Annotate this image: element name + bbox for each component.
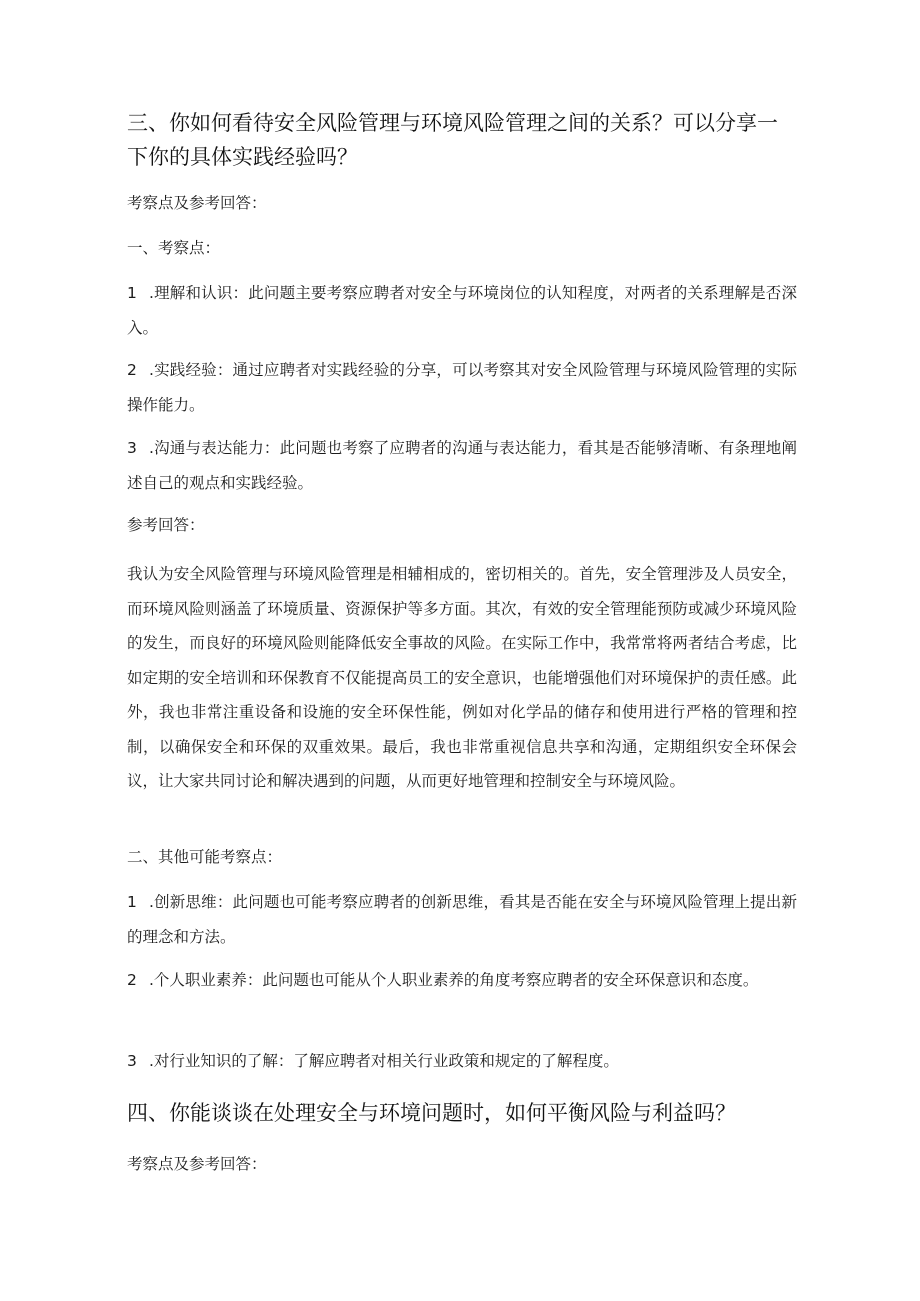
other-point-2	[127, 963, 797, 998]
section3-answer-label: 参考回答：	[127, 516, 205, 534]
other-point-1-number: 1	[127, 893, 137, 911]
section3-answer: 我认为安全风险管理与环境风险管理是相辅相成的，密切相关的。首先，安全管理涉及人员安全，而环境风险则涵盖了环境质量、资源保护等多方面。其次，有效的安全管理能预防或减少环境风险的发生，而良好的环境风险则能降低安全事故的风险。在实际工作中，我常常将两者结合考虑，比如定期的安全培训和环保教育不仅能提高员工的安全意识，也能增强他们对环境保护的责任感。此外，我也非常注重设备和设施的安全环保性能，例如对化学品的储存和使用进行严格的管理和控制，以确保安全和环保的双重效果。最后，我也非常重视信息共享和沟通，定期组织安全环保会议，让大家共同讨论和解决遇到的问题，从而更好地管理和控制安全与环境风险。	[127, 565, 797, 790]
point-2-text: .实践经验：通过应聘者对实践经验的分享，可以考察其对安全风险管理与环境风险管理的实际操作能力。	[127, 361, 797, 414]
point-1	[127, 276, 797, 345]
section3-points-answer-label: 考察点及参考回答：	[127, 194, 267, 212]
section3-points-label: 一、考察点：	[127, 239, 221, 257]
section3-other-label: 二、其他可能考察点：	[127, 848, 283, 866]
point-3	[127, 431, 797, 500]
point-3-number: 3	[127, 439, 137, 457]
other-point-3-text: .对行业知识的了解：了解应聘者对相关行业政策和规定的了解程度。	[149, 1052, 619, 1070]
section4-heading: 四、你能谈谈在处理安全与环境问题时，如何平衡风险与利益吗？	[127, 1101, 736, 1125]
section3-heading: 三、你如何看待安全风险管理与环境风险管理之间的关系？可以分享一下你的具体实践经验吗？	[127, 111, 778, 169]
point-2-number: 2	[127, 361, 137, 379]
section4-points-answer-label: 考察点及参考回答：	[127, 1155, 267, 1173]
other-point-1-text: .创新思维：此问题也可能考察应聘者的创新思维，看其是否能在安全与环境风险管理上提出新的理念和方法。	[127, 893, 797, 946]
point-1-text: .理解和认识：此问题主要考察应聘者对安全与环境岗位的认知程度，对两者的关系理解是否深入。	[127, 284, 797, 337]
point-2	[127, 353, 797, 422]
other-point-2-number: 2	[127, 971, 137, 989]
other-point-2-text: .个人职业素养：此问题也可能从个人职业素养的角度考察应聘者的安全环保意识和态度。	[149, 971, 759, 989]
other-point-3	[127, 1044, 797, 1079]
point-3-text: .沟通与表达能力：此问题也考察了应聘者的沟通与表达能力，看其是否能够清晰、有条理地阐述自己的观点和实践经验。	[127, 439, 797, 492]
point-1-number: 1	[127, 284, 137, 302]
other-point-3-number: 3	[127, 1052, 137, 1070]
other-point-1	[127, 885, 797, 954]
